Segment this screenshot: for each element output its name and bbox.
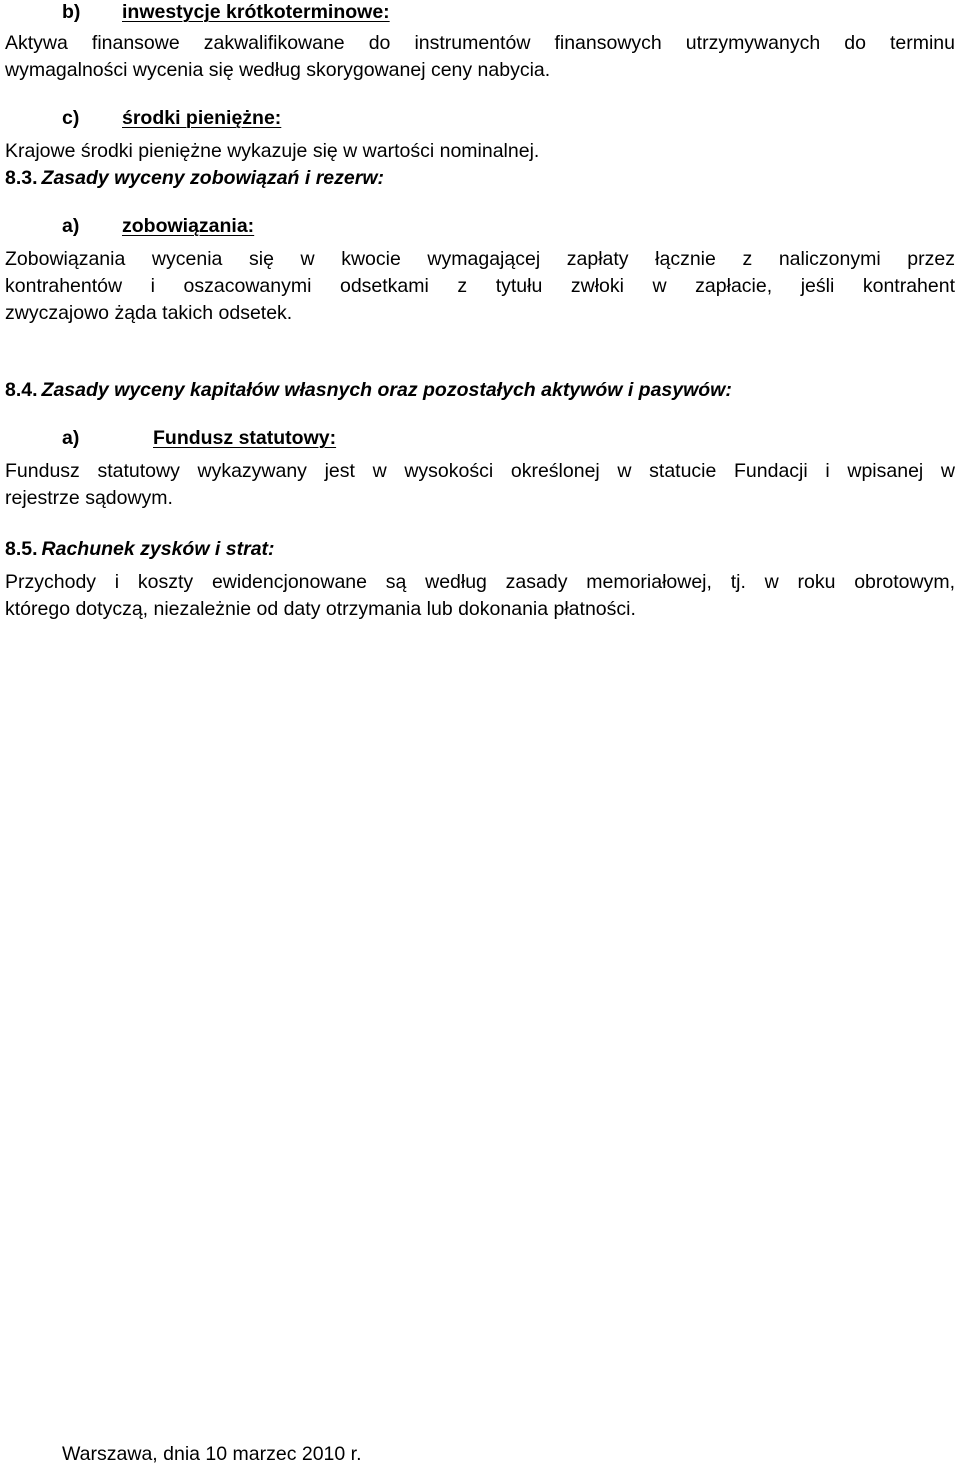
section-number: 8.3. — [5, 167, 38, 189]
section-title: Zasady wyceny kapitałów własnych oraz pozostałych aktywów i pasywów: — [41, 379, 732, 401]
section-number: 8.5. — [5, 538, 38, 560]
heading-title: Fundusz statutowy: — [153, 427, 337, 449]
heading-liabilities — [62, 213, 254, 239]
heading-title: inwestycje krótkoterminowe: — [122, 1, 390, 23]
heading-letter: a) — [62, 215, 80, 237]
heading-letter: c) — [62, 107, 80, 129]
heading-investments — [62, 0, 390, 25]
section-heading-8-4 — [5, 377, 955, 403]
section-title: Zasady wyceny zobowiązań i rezerw: — [41, 167, 384, 189]
heading-letter: a) — [62, 427, 80, 449]
paragraph-line: kontrahentów i oszacowanymi odsetkami z tytułu zwłoki w zapłacie, jeśli kontrahent — [5, 275, 955, 297]
heading-letter: b) — [62, 1, 81, 23]
paragraph-line: Aktywa finansowe zakwalifikowane do instrumentów finansowych utrzymywanych do terminu — [5, 32, 955, 54]
paragraph-line: którego dotyczą, niezależnie od daty otrzymania lub dokonania płatności. — [5, 598, 636, 620]
paragraph-line: Przychody i koszty ewidencjonowane są według zasady memoriałowej, tj. w roku obrotowym, — [5, 571, 955, 593]
heading-statutory-fund — [62, 425, 336, 451]
paragraph-line: zwyczajowo żąda takich odsetek. — [5, 302, 293, 324]
heading-cash — [62, 105, 281, 131]
footer-place-date: Warszawa, dnia 10 marzec 2010 r. — [62, 1443, 362, 1465]
paragraph-line: Zobowiązania wycenia się w kwocie wymagającej zapłaty łącznie z naliczonymi przez — [5, 248, 955, 270]
heading-title: zobowiązania: — [122, 215, 255, 237]
paragraph-line: Fundusz statutowy wykazywany jest w wysokości określonej w statucie Fundacji i wpisanej w — [5, 460, 955, 482]
section-heading-8-3 — [5, 165, 955, 191]
paragraph-line: Krajowe środki pieniężne wykazuje się w wartości nominalnej. — [5, 140, 540, 162]
heading-title: środki pieniężne: — [122, 107, 282, 129]
section-number: 8.4. — [5, 379, 38, 401]
section-heading-8-5 — [5, 536, 955, 562]
paragraph-line: rejestrze sądowym. — [5, 487, 173, 509]
paragraph-line: wymagalności wycenia się według skorygowanej ceny nabycia. — [5, 59, 551, 81]
section-title: Rachunek zysków i strat: — [41, 538, 275, 560]
